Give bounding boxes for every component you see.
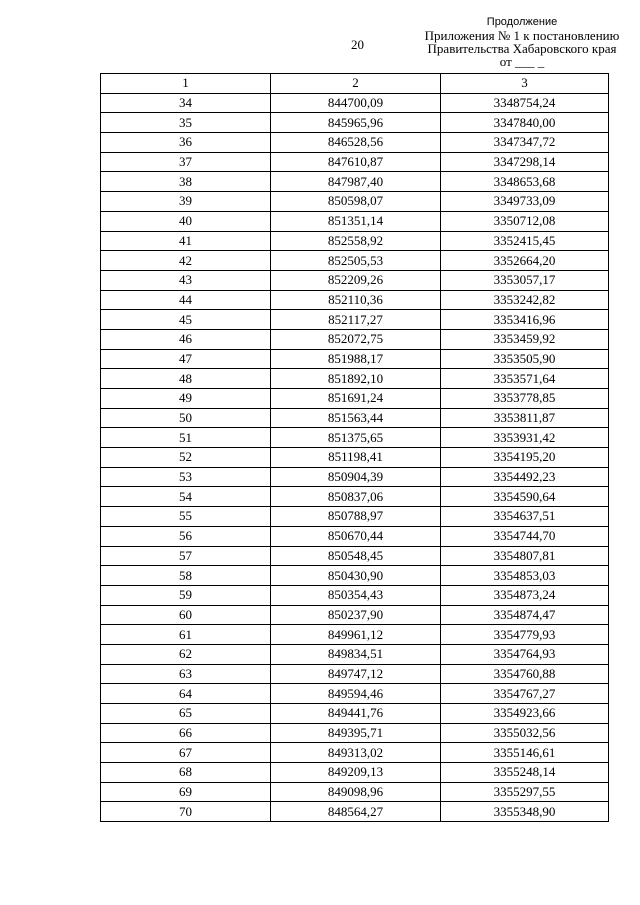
y-coordinate-cell: 3353459,92 [441,329,609,349]
table-row [101,507,609,527]
table-row [101,428,609,448]
y-coordinate-cell: 3355146,61 [441,743,609,763]
x-coordinate-cell: 844700,09 [271,93,441,113]
point-number-cell: 52 [101,448,271,468]
y-coordinate-cell: 3352664,20 [441,251,609,271]
y-coordinate-cell: 3354744,70 [441,526,609,546]
y-coordinate-cell: 3353778,85 [441,389,609,409]
y-coordinate-cell: 3354807,81 [441,546,609,566]
header-line-1: Приложения № 1 к постановлению [424,28,620,43]
table-row [101,802,609,822]
point-number-cell: 57 [101,546,271,566]
x-coordinate-cell: 851198,41 [271,448,441,468]
y-coordinate-cell: 3353242,82 [441,290,609,310]
point-number-cell: 56 [101,526,271,546]
table-row [101,487,609,507]
point-number-cell: 62 [101,644,271,664]
x-coordinate-cell: 849098,96 [271,782,441,802]
table-row [101,369,609,389]
y-coordinate-cell: 3354195,20 [441,448,609,468]
y-coordinate-cell: 3348653,68 [441,172,609,192]
y-coordinate-cell: 3354764,93 [441,644,609,664]
table-row [101,329,609,349]
table-row [101,644,609,664]
point-number-cell: 44 [101,290,271,310]
x-coordinate-cell: 850548,45 [271,546,441,566]
point-number-cell: 35 [101,113,271,133]
point-number-cell: 64 [101,684,271,704]
table-row [101,408,609,428]
table-row [101,448,609,468]
x-coordinate-cell: 849313,02 [271,743,441,763]
y-coordinate-cell: 3353057,17 [441,270,609,290]
y-coordinate-cell: 3354767,27 [441,684,609,704]
table-row [101,349,609,369]
x-coordinate-cell: 852209,26 [271,270,441,290]
point-number-cell: 69 [101,782,271,802]
point-number-cell: 40 [101,211,271,231]
point-number-cell: 59 [101,585,271,605]
y-coordinate-cell: 3353505,90 [441,349,609,369]
x-coordinate-cell: 852558,92 [271,231,441,251]
table-header-row [101,74,609,94]
x-coordinate-cell: 850837,06 [271,487,441,507]
y-coordinate-cell: 3347298,14 [441,152,609,172]
x-coordinate-cell: 851563,44 [271,408,441,428]
y-coordinate-cell: 3348754,24 [441,93,609,113]
x-coordinate-cell: 850670,44 [271,526,441,546]
point-number-cell: 41 [101,231,271,251]
y-coordinate-cell: 3355032,56 [441,723,609,743]
point-number-cell: 65 [101,704,271,724]
table-row [101,152,609,172]
x-coordinate-cell: 852072,75 [271,329,441,349]
header-line-2: Правительства Хабаровского края [427,41,617,56]
header-continuation: Продолжение [486,16,558,28]
x-coordinate-cell: 848564,27 [271,802,441,822]
point-number-cell: 42 [101,251,271,271]
coordinates-table [100,73,609,822]
x-coordinate-cell: 850430,90 [271,566,441,586]
table-body [101,93,609,821]
point-number-cell: 68 [101,763,271,783]
table-row [101,93,609,113]
document-header [424,16,620,68]
table-row [101,526,609,546]
point-number-cell: 34 [101,93,271,113]
table-row [101,723,609,743]
y-coordinate-cell: 3355248,14 [441,763,609,783]
point-number-cell: 43 [101,270,271,290]
table-row [101,192,609,212]
y-coordinate-cell: 3354779,93 [441,625,609,645]
y-coordinate-cell: 3354590,64 [441,487,609,507]
table-row [101,782,609,802]
y-coordinate-cell: 3354874,47 [441,605,609,625]
table-row [101,310,609,330]
x-coordinate-cell: 851375,65 [271,428,441,448]
table-row [101,763,609,783]
table-row [101,467,609,487]
table-row [101,211,609,231]
y-coordinate-cell: 3350712,08 [441,211,609,231]
x-coordinate-cell: 850904,39 [271,467,441,487]
x-coordinate-cell: 849395,71 [271,723,441,743]
table-row [101,664,609,684]
point-number-cell: 46 [101,329,271,349]
x-coordinate-cell: 849441,76 [271,704,441,724]
table-row [101,231,609,251]
point-number-cell: 58 [101,566,271,586]
table-row [101,251,609,271]
y-coordinate-cell: 3355297,55 [441,782,609,802]
x-coordinate-cell: 852110,36 [271,290,441,310]
y-coordinate-cell: 3354760,88 [441,664,609,684]
table-row [101,546,609,566]
column-header: 1 [101,74,271,94]
x-coordinate-cell: 851892,10 [271,369,441,389]
column-header: 3 [441,74,609,94]
y-coordinate-cell: 3349733,09 [441,192,609,212]
x-coordinate-cell: 845965,96 [271,113,441,133]
y-coordinate-cell: 3353811,87 [441,408,609,428]
table-row [101,172,609,192]
table-row [101,743,609,763]
x-coordinate-cell: 852117,27 [271,310,441,330]
table-row [101,133,609,153]
x-coordinate-cell: 847987,40 [271,172,441,192]
point-number-cell: 50 [101,408,271,428]
y-coordinate-cell: 3353571,64 [441,369,609,389]
x-coordinate-cell: 850788,97 [271,507,441,527]
x-coordinate-cell: 850354,43 [271,585,441,605]
y-coordinate-cell: 3352415,45 [441,231,609,251]
y-coordinate-cell: 3347347,72 [441,133,609,153]
point-number-cell: 66 [101,723,271,743]
table-row [101,270,609,290]
y-coordinate-cell: 3354923,66 [441,704,609,724]
point-number-cell: 51 [101,428,271,448]
y-coordinate-cell: 3353416,96 [441,310,609,330]
x-coordinate-cell: 847610,87 [271,152,441,172]
y-coordinate-cell: 3354492,23 [441,467,609,487]
column-header: 2 [271,74,441,94]
point-number-cell: 60 [101,605,271,625]
y-coordinate-cell: 3354873,24 [441,585,609,605]
table-row [101,290,609,310]
point-number-cell: 36 [101,133,271,153]
table-row [101,585,609,605]
x-coordinate-cell: 852505,53 [271,251,441,271]
point-number-cell: 63 [101,664,271,684]
point-number-cell: 45 [101,310,271,330]
header-line-3: от ___ _ [499,54,545,69]
page-number: 20 [351,37,364,52]
y-coordinate-cell: 3354637,51 [441,507,609,527]
x-coordinate-cell: 849961,12 [271,625,441,645]
table-row [101,625,609,645]
point-number-cell: 67 [101,743,271,763]
y-coordinate-cell: 3347840,00 [441,113,609,133]
point-number-cell: 54 [101,487,271,507]
point-number-cell: 61 [101,625,271,645]
table-row [101,113,609,133]
x-coordinate-cell: 851988,17 [271,349,441,369]
y-coordinate-cell: 3353931,42 [441,428,609,448]
x-coordinate-cell: 846528,56 [271,133,441,153]
table-row [101,704,609,724]
table-row [101,684,609,704]
x-coordinate-cell: 851351,14 [271,211,441,231]
point-number-cell: 39 [101,192,271,212]
point-number-cell: 55 [101,507,271,527]
y-coordinate-cell: 3354853,03 [441,566,609,586]
x-coordinate-cell: 850598,07 [271,192,441,212]
point-number-cell: 49 [101,389,271,409]
y-coordinate-cell: 3355348,90 [441,802,609,822]
table-row [101,605,609,625]
point-number-cell: 48 [101,369,271,389]
x-coordinate-cell: 849594,46 [271,684,441,704]
point-number-cell: 47 [101,349,271,369]
point-number-cell: 70 [101,802,271,822]
x-coordinate-cell: 851691,24 [271,389,441,409]
x-coordinate-cell: 849834,51 [271,644,441,664]
x-coordinate-cell: 850237,90 [271,605,441,625]
point-number-cell: 38 [101,172,271,192]
point-number-cell: 53 [101,467,271,487]
table-row [101,566,609,586]
point-number-cell: 37 [101,152,271,172]
table-row [101,389,609,409]
x-coordinate-cell: 849209,13 [271,763,441,783]
x-coordinate-cell: 849747,12 [271,664,441,684]
